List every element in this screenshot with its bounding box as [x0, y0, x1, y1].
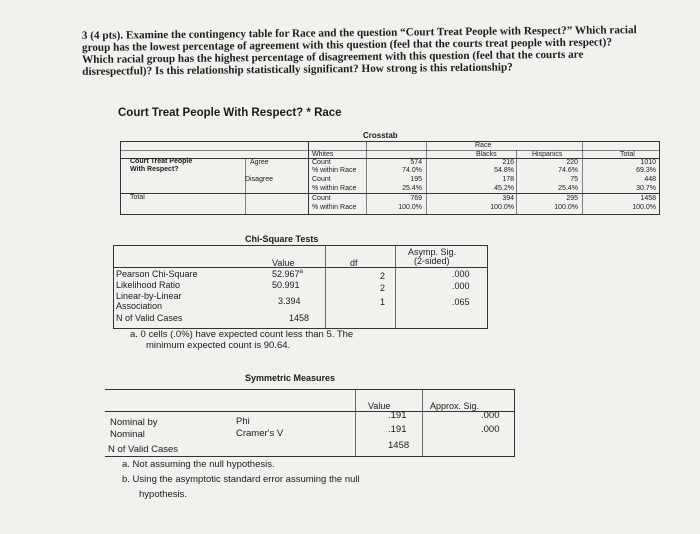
sym-title: Symmetric Measures — [245, 373, 336, 383]
chi-row-label: N of Valid Cases — [116, 313, 183, 323]
sym-row-label-1: Nominal by — [110, 417, 158, 428]
col-blacks: Blacks — [476, 151, 497, 158]
sym-measure-label: Phi — [236, 416, 250, 427]
chi-row-label: Likelihood Ratio — [116, 280, 181, 290]
col-total: Total — [620, 151, 635, 158]
cell: 54.8% — [494, 167, 514, 174]
stat-label: % within Race — [312, 167, 357, 174]
group-disagree: Disagree — [245, 176, 274, 183]
stat-label: Count — [312, 195, 331, 202]
cell: 100.0% — [490, 204, 514, 211]
sym-header-value: Value — [368, 401, 391, 411]
chi-footnote-2: minimum expected count is 90.64. — [146, 340, 291, 351]
cell: 1458 — [640, 195, 656, 202]
chi-title: Chi-Square Tests — [245, 234, 319, 244]
chi-sig: .000 — [452, 281, 470, 291]
chi-sig: .065 — [452, 297, 470, 307]
chi-row-label: Pearson Chi-Square — [116, 269, 198, 279]
cell: 178 — [502, 176, 514, 183]
chi-df: 2 — [380, 271, 386, 281]
sym-measure-label: Cramer's V — [236, 428, 284, 439]
cell: 195 — [410, 176, 422, 183]
sym-note-a: a. Not assuming the null hypothesis. — [122, 459, 275, 470]
chi-header-sig-1: Asymp. Sig. — [408, 247, 457, 257]
sym-n-value: 1458 — [388, 440, 410, 451]
cell: 100.0% — [398, 204, 422, 211]
sym-sig: .000 — [481, 410, 500, 421]
sym-sig: .000 — [481, 424, 500, 435]
crosstab-subtitle: Crosstab — [363, 131, 398, 140]
sym-value: .191 — [388, 410, 407, 421]
cell: 100.0% — [632, 204, 656, 211]
sym-row-label-2: Nominal — [110, 429, 145, 440]
chi-value: 50.991 — [272, 280, 300, 290]
chi-row-label: Association — [116, 301, 163, 311]
chi-header-df: df — [350, 258, 358, 268]
col-hispanics: Hispanics — [532, 151, 563, 158]
cell: 25.4% — [558, 185, 578, 192]
cell: 100.0% — [554, 204, 578, 211]
chi-value: 1458 — [289, 313, 310, 323]
cell: 74.0% — [402, 167, 422, 174]
group-agree: Agree — [250, 159, 269, 166]
chi-header-value: Value — [272, 258, 295, 268]
sym-n-label: N of Valid Cases — [108, 444, 179, 455]
chi-header-sig-2: (2-sided) — [414, 256, 450, 266]
cell: 69.3% — [636, 167, 656, 174]
cell: 220 — [566, 159, 578, 166]
chi-footnote-1: a. 0 cells (.0%) have expected count less than 5. The — [130, 329, 354, 340]
sym-note-b-2: hypothesis. — [139, 489, 188, 500]
cell: 30.7% — [636, 185, 656, 192]
chi-value: 3.394 — [278, 296, 301, 306]
chi-row-label: Linear-by-Linear — [116, 291, 182, 301]
cell: 1010 — [640, 159, 656, 166]
cell: 25.4% — [402, 185, 422, 192]
chi-df: 2 — [380, 283, 386, 293]
stat-label: Count — [312, 176, 331, 183]
footnote-marker: a — [299, 269, 303, 275]
sym-value: .191 — [388, 424, 407, 435]
stat-label: % within Race — [312, 185, 357, 192]
cell: 74.6% — [558, 167, 578, 174]
sym-note-b-1: b. Using the asymptotic standard error assuming the null — [122, 474, 360, 485]
cell: 75 — [570, 176, 578, 183]
race-header: Race — [475, 142, 492, 149]
sym-header-sig: Approx. Sig. — [430, 401, 480, 411]
question-text: 3 (4 pts). Examine the contingency table for Race and the question “Court Treat People with Respect?” Which racial group has the lowest percentage of agreement with this question (feel that the courts treat people with respect)? Which racial group has the highest percentage of disagreement with this question (feel that the courts are disrespectful)? Is this relationship statistically significant? How strong is this relationship? — [81, 24, 637, 78]
cell: 394 — [502, 195, 514, 202]
cell: 45.2% — [494, 185, 514, 192]
col-whites: Whites — [312, 151, 334, 158]
chi-value: 52.967 — [272, 269, 300, 279]
chi-sig: .000 — [452, 269, 470, 279]
cell: 574 — [410, 159, 422, 166]
row-var-label-2: With Respect? — [130, 166, 179, 173]
stat-label: % within Race — [312, 204, 357, 211]
cell: 448 — [644, 176, 656, 183]
group-total: Total — [130, 194, 145, 201]
cell: 216 — [502, 159, 514, 166]
cell: 769 — [410, 195, 422, 202]
cell: 295 — [566, 195, 578, 202]
chi-df: 1 — [380, 297, 386, 307]
stat-label: Count — [312, 159, 331, 166]
row-var-label-1: Court Treat People — [130, 158, 193, 165]
crosstab-title: Court Treat People With Respect? * Race — [118, 107, 342, 119]
